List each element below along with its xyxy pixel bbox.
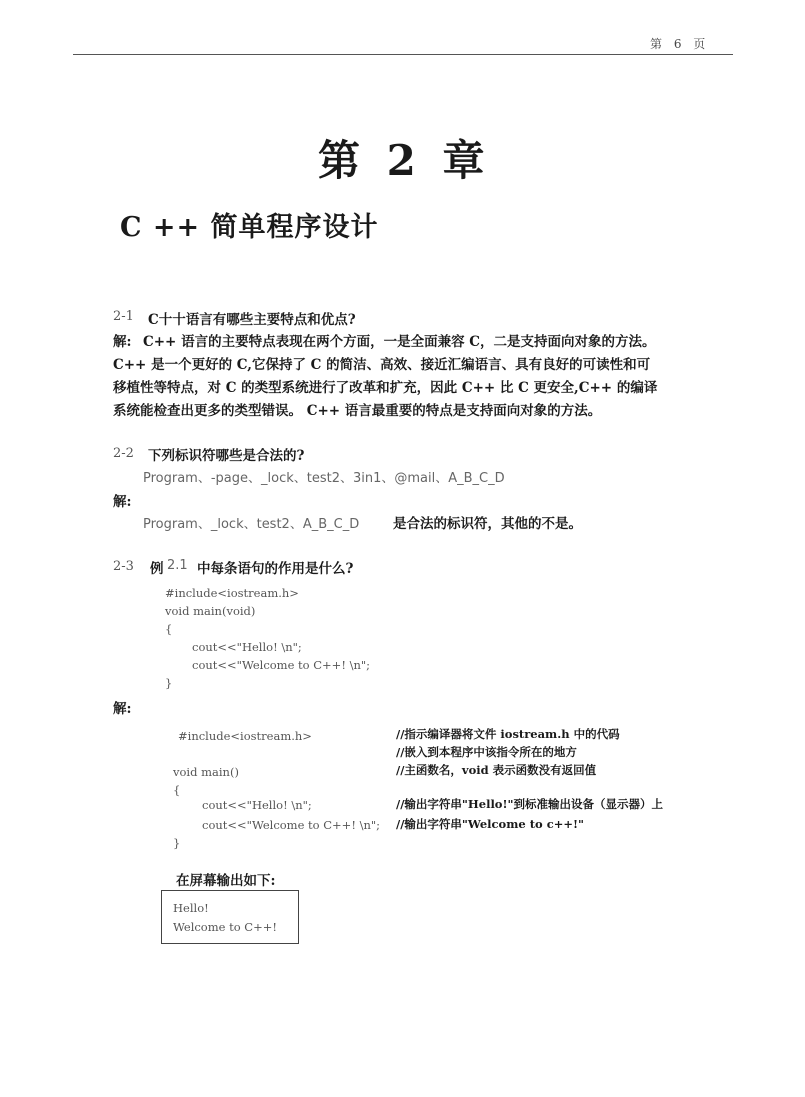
annotated-code: { (173, 783, 181, 797)
code-comment: //指示编译器将文件 iostream.h 中的代码 (396, 727, 620, 741)
annotated-code: } (173, 836, 181, 850)
answer-line: 系统能检查出更多的类型错误。 C++ 语言最重要的特点是支持面向对象的方法。 (113, 403, 602, 419)
question-text: C十十语言有哪些主要特点和优点? (148, 312, 356, 328)
answer-label: 解: (113, 701, 132, 717)
answer-line: C++ 语言的主要特点表现在两个方面，一是全面兼容 C，二是支持面向对象的方法。 (143, 334, 656, 350)
code-line: { (165, 622, 173, 636)
code-comment: //输出字符串"Welcome to c++!" (396, 817, 585, 831)
question-number: 2-3 (113, 559, 134, 574)
identifier-list: Program、-page、_lock、test2、3in1、@mail、A_B_C_D (143, 471, 505, 486)
question-prefix: 例 (150, 561, 164, 577)
output-line: Hello! (173, 901, 209, 915)
code-line: void main(void) (165, 604, 256, 618)
chapter-title: 第 2 章 (318, 136, 491, 185)
output-label: 在屏幕输出如下: (176, 873, 276, 889)
annotated-code: #include<iostream.h> (178, 729, 312, 743)
annotated-code: void main() (173, 765, 239, 779)
answer-label: 解: (113, 334, 132, 350)
answer-line: C++ 是一个更好的 C,它保持了 C 的简洁、高效、接近汇编语言、具有良好的可读性和可 (113, 357, 651, 373)
question-number: 2-1 (113, 309, 134, 324)
code-line: } (165, 676, 173, 690)
code-line: cout<<"Welcome to C++! \n"; (192, 658, 371, 672)
code-line: #include<iostream.h> (165, 586, 299, 600)
question-text: 中每条语句的作用是什么? (197, 561, 354, 577)
chapter-subtitle: C ++ 简单程序设计 (120, 212, 379, 243)
answer-label: 解: (113, 494, 132, 510)
output-line: Welcome to C++! (173, 920, 277, 934)
code-comment: //主函数名，void 表示函数没有返回值 (396, 763, 597, 777)
answer-line: 移植性等特点，对 C 的类型系统进行了改革和扩充，因此 C++ 比 C 更安全,C++ 的编译 (113, 380, 658, 396)
page-number: 第 6 页 (650, 37, 710, 51)
question-ref: 2.1 (167, 558, 188, 573)
annotated-code: cout<<"Welcome to C++! \n"; (202, 818, 381, 832)
question-number: 2-2 (113, 446, 134, 461)
header-rule (73, 54, 733, 55)
question-text: 下列标识符哪些是合法的? (148, 448, 305, 464)
annotated-code: cout<<"Hello! \n"; (202, 798, 312, 812)
valid-identifiers: Program、_lock、test2、A_B_C_D (143, 517, 360, 532)
answer-text: 是合法的标识符，其他的不是。 (393, 516, 582, 532)
code-comment: //输出字符串"Hello!"到标准输出设备（显示器）上 (396, 797, 664, 811)
code-comment: //嵌入到本程序中该指令所在的地方 (396, 745, 577, 759)
code-line: cout<<"Hello! \n"; (192, 640, 302, 654)
output-box (161, 890, 299, 944)
